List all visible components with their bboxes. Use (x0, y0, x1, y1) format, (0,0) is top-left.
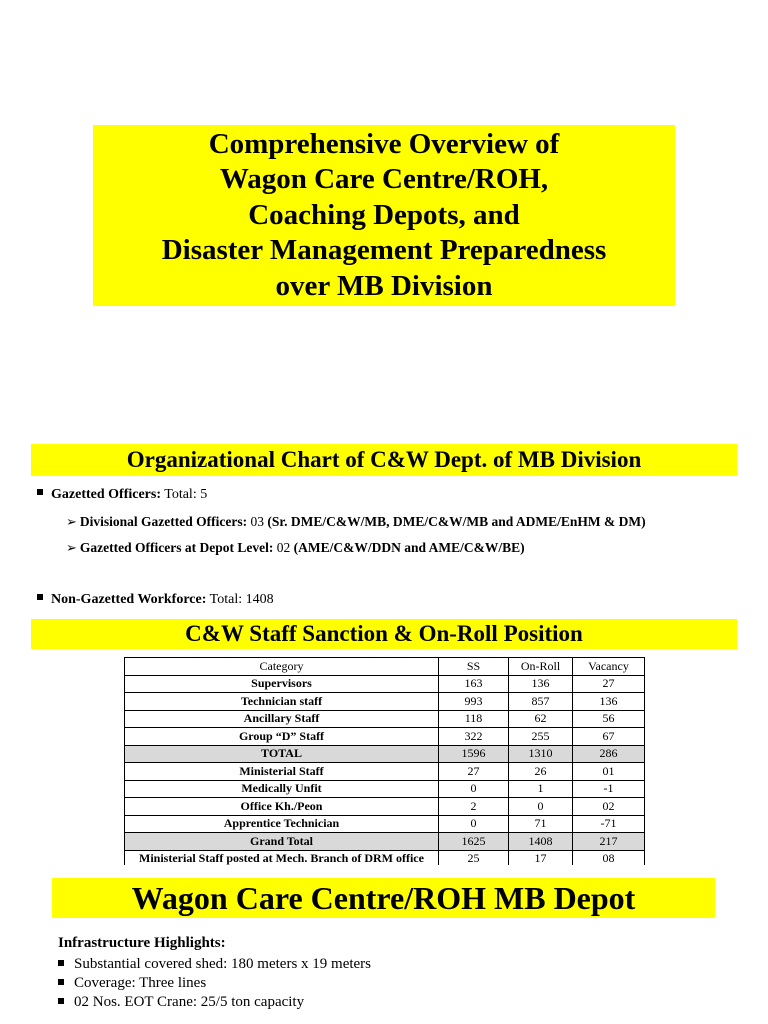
ss-cell: 163 (439, 675, 509, 693)
ss-cell: 0 (439, 815, 509, 833)
on-roll-cell: 1408 (509, 833, 573, 851)
org-chart-heading: Organizational Chart of C&W Dept. of MB Division (31, 444, 737, 476)
ss-cell: 118 (439, 710, 509, 728)
infrastructure-heading: Infrastructure Highlights: (58, 935, 226, 951)
category-cell: Group “D” Staff (125, 728, 439, 746)
divisional-label: Divisional Gazetted Officers: (79, 514, 248, 529)
category-cell: Grand Total (125, 833, 439, 851)
on-roll-cell: 255 (509, 728, 573, 746)
divisional-detail: (Sr. DME/C&W/MB, DME/C&W/MB and ADME/EnHM & DM) (267, 514, 646, 529)
ss-cell: 27 (439, 763, 509, 781)
category-cell: Technician staff (125, 693, 439, 711)
staff-table (124, 657, 645, 865)
vacancy-cell: 56 (573, 710, 645, 728)
vacancy-cell: 08 (573, 850, 645, 865)
list-item-text: 02 Nos. EOT Crane: 25/5 ton capacity (74, 994, 305, 1010)
non-gazetted-value: Total: 1408 (206, 592, 274, 607)
depot-label: Gazetted Officers at Depot Level: (79, 540, 274, 555)
infrastructure-list (58, 955, 371, 1012)
on-roll-cell: 71 (509, 815, 573, 833)
staff-table-container (124, 657, 646, 865)
category-cell: Office Kh./Peon (125, 798, 439, 816)
vacancy-cell: 02 (573, 798, 645, 816)
wagon-care-heading: Wagon Care Centre/ROH MB Depot (52, 878, 715, 918)
title-line: Coaching Depots, and (248, 198, 520, 231)
table-row (125, 693, 645, 711)
table-row (125, 780, 645, 798)
list-item (58, 993, 371, 1012)
depot-count: 02 (273, 540, 294, 555)
square-bullet-icon (58, 979, 64, 985)
table-header-row (125, 658, 645, 676)
category-cell: Supervisors (125, 675, 439, 693)
staff-position-heading: C&W Staff Sanction & On-Roll Position (31, 619, 737, 649)
list-item (58, 974, 371, 993)
gazetted-officers-item (37, 487, 207, 503)
vacancy-cell: 286 (573, 745, 645, 763)
table-row (125, 798, 645, 816)
title-box (93, 125, 675, 306)
on-roll-cell: 1310 (509, 745, 573, 763)
square-bullet-icon (37, 489, 43, 495)
square-bullet-icon (37, 594, 43, 600)
category-cell: TOTAL (125, 745, 439, 763)
title-line: over MB Division (275, 269, 493, 302)
on-roll-cell: 26 (509, 763, 573, 781)
vacancy-cell: 27 (573, 675, 645, 693)
list-item-text: Substantial covered shed: 180 meters x 19 meters (74, 956, 372, 972)
vacancy-cell: 01 (573, 763, 645, 781)
table-row (125, 710, 645, 728)
table-row (125, 728, 645, 746)
table-row (125, 850, 645, 865)
vacancy-cell: 217 (573, 833, 645, 851)
table-row (125, 675, 645, 693)
gazetted-value: Total: 5 (161, 487, 208, 502)
divisional-count: 03 (247, 514, 268, 529)
vacancy-cell: -71 (573, 815, 645, 833)
column-header: SS (439, 658, 509, 676)
category-cell: Ministerial Staff posted at Mech. Branch of DRM office (125, 850, 439, 865)
on-roll-cell: 1 (509, 780, 573, 798)
vacancy-cell: 67 (573, 728, 645, 746)
on-roll-cell: 857 (509, 693, 573, 711)
arrow-bullet-icon: ➢ (66, 541, 77, 556)
vacancy-cell: -1 (573, 780, 645, 798)
on-roll-cell: 62 (509, 710, 573, 728)
list-item-text: Coverage: Three lines (74, 975, 207, 991)
list-item (58, 955, 371, 974)
on-roll-cell: 17 (509, 850, 573, 865)
table-row (125, 763, 645, 781)
column-header: Category (125, 658, 439, 676)
table-row (125, 815, 645, 833)
total-row (125, 745, 645, 763)
square-bullet-icon (58, 960, 64, 966)
vacancy-cell: 136 (573, 693, 645, 711)
column-header: Vacancy (573, 658, 645, 676)
title-line: Wagon Care Centre/ROH, (219, 163, 549, 196)
non-gazetted-label: Non-Gazetted Workforce: (51, 592, 207, 607)
category-cell: Ancillary Staff (125, 710, 439, 728)
depot-detail: (AME/C&W/DDN and AME/C&W/BE) (293, 540, 525, 555)
ss-cell: 25 (439, 850, 509, 865)
ss-cell: 1596 (439, 745, 509, 763)
on-roll-cell: 0 (509, 798, 573, 816)
ss-cell: 0 (439, 780, 509, 798)
category-cell: Medically Unfit (125, 780, 439, 798)
title-line: Comprehensive Overview of (208, 127, 560, 160)
gazetted-label: Gazetted Officers: (51, 487, 161, 502)
square-bullet-icon (58, 998, 64, 1004)
ss-cell: 1625 (439, 833, 509, 851)
on-roll-cell: 136 (509, 675, 573, 693)
divisional-officers-item (66, 514, 646, 530)
ss-cell: 322 (439, 728, 509, 746)
non-gazetted-item (37, 592, 274, 608)
category-cell: Ministerial Staff (125, 763, 439, 781)
ss-cell: 2 (439, 798, 509, 816)
grand-total-row (125, 833, 645, 851)
title-line: Disaster Management Preparedness (161, 234, 607, 267)
ss-cell: 993 (439, 693, 509, 711)
arrow-bullet-icon: ➢ (66, 515, 77, 530)
category-cell: Apprentice Technician (125, 815, 439, 833)
depot-officers-item (66, 540, 525, 556)
column-header: On-Roll (509, 658, 573, 676)
